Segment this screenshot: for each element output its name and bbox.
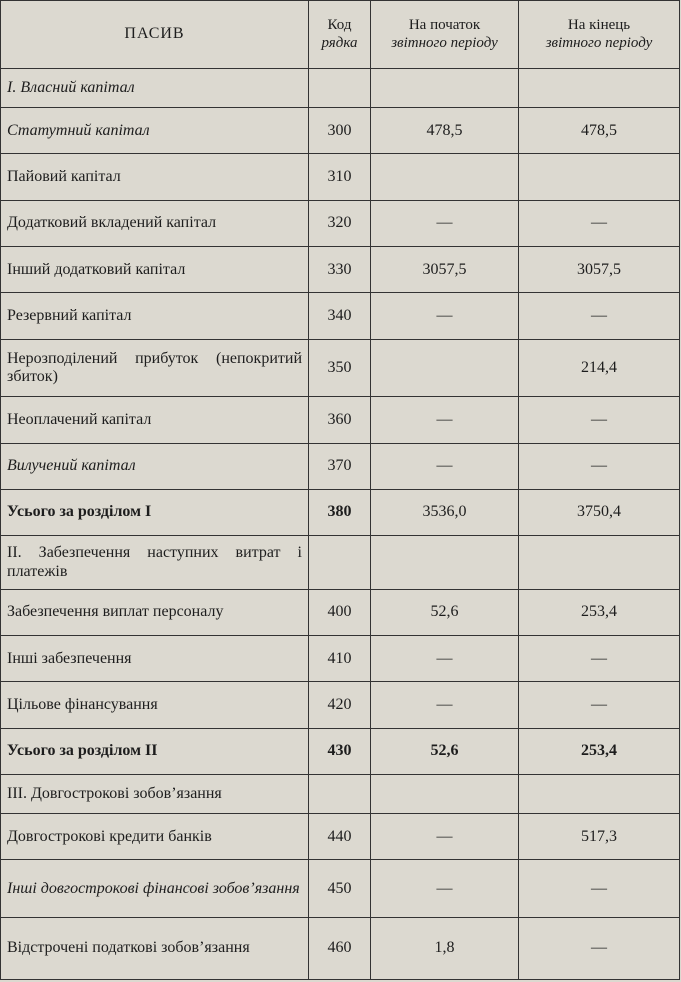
row-end (519, 775, 680, 814)
table-header-row (1, 1, 680, 69)
row-code (309, 536, 371, 590)
header-start-line2: звітного періоду (391, 34, 498, 51)
row-end: 214,4 (519, 339, 680, 397)
header-period-end (519, 1, 680, 69)
row-name: Відстрочені податкові зобов’язання (1, 918, 309, 980)
row-name: Довгострокові кредити банків (1, 814, 309, 860)
header-code-line1: Код (327, 17, 352, 34)
row-code: 400 (309, 589, 371, 635)
row-code: 320 (309, 200, 371, 246)
subtotal-row-section-2 (1, 728, 680, 774)
row-end (519, 536, 680, 590)
row-end: — (519, 443, 680, 489)
row-start: 3057,5 (371, 247, 519, 293)
header-liabilities (1, 1, 309, 69)
section-header-long-term (1, 775, 680, 814)
row-code: 350 (309, 339, 371, 397)
row-code: 330 (309, 247, 371, 293)
row-code: 460 (309, 918, 371, 980)
header-liabilities-label: ПАСИВ (124, 25, 185, 43)
row-name: Інші довгострокові фінансові зобов’язання (1, 860, 309, 918)
row-name: ІІ. Забезпечення наступних витрат і платежів (1, 536, 309, 590)
row-start: 52,6 (371, 589, 519, 635)
row-code: 310 (309, 154, 371, 200)
row-name: Інші забезпечення (1, 636, 309, 682)
row-end: — (519, 918, 680, 980)
table-row (1, 339, 680, 397)
row-start: — (371, 636, 519, 682)
section-header-equity (1, 69, 680, 108)
row-name: Неоплачений капітал (1, 397, 309, 443)
row-start (371, 69, 519, 108)
row-start: 1,8 (371, 918, 519, 980)
row-start: — (371, 293, 519, 339)
row-code: 420 (309, 682, 371, 728)
row-start: 52,6 (371, 728, 519, 774)
row-name: Нерозподілений прибуток (непокритий збиток) (1, 339, 309, 397)
row-start: — (371, 860, 519, 918)
row-end: 253,4 (519, 728, 680, 774)
row-name: Цільове фінансування (1, 682, 309, 728)
row-end: 3057,5 (519, 247, 680, 293)
header-end-line1: На кінець (567, 17, 631, 34)
subtotal-row-section-1 (1, 489, 680, 535)
row-name: Статутний капітал (1, 108, 309, 154)
header-start-line1: На початок (408, 17, 481, 34)
table-row (1, 918, 680, 980)
table-row (1, 200, 680, 246)
row-code: 450 (309, 860, 371, 918)
row-end: 478,5 (519, 108, 680, 154)
row-start: — (371, 814, 519, 860)
row-end: — (519, 860, 680, 918)
row-end: 517,3 (519, 814, 680, 860)
row-code (309, 69, 371, 108)
table-row (1, 860, 680, 918)
row-start: — (371, 443, 519, 489)
row-start: — (371, 200, 519, 246)
row-end: — (519, 397, 680, 443)
table-row (1, 636, 680, 682)
row-name: Забезпечення виплат персоналу (1, 589, 309, 635)
row-start (371, 536, 519, 590)
row-end: — (519, 293, 680, 339)
row-end: 253,4 (519, 589, 680, 635)
row-name: І. Власний капітал (1, 69, 309, 108)
row-name: Пайовий капітал (1, 154, 309, 200)
table-row (1, 247, 680, 293)
row-name: Резервний капітал (1, 293, 309, 339)
row-end: — (519, 682, 680, 728)
row-code: 300 (309, 108, 371, 154)
row-code: 380 (309, 489, 371, 535)
row-name: Додатковий вкладений капітал (1, 200, 309, 246)
header-period-start (371, 1, 519, 69)
row-code (309, 775, 371, 814)
table-row (1, 108, 680, 154)
row-name: Усього за розділом І (1, 489, 309, 535)
row-start: — (371, 682, 519, 728)
table-row (1, 682, 680, 728)
row-code: 360 (309, 397, 371, 443)
row-code: 410 (309, 636, 371, 682)
row-start (371, 339, 519, 397)
header-end-line2: звітного періоду (545, 34, 653, 51)
row-end (519, 154, 680, 200)
row-name: Вилучений капітал (1, 443, 309, 489)
table-row (1, 814, 680, 860)
table-row (1, 589, 680, 635)
table-row (1, 397, 680, 443)
row-end: — (519, 636, 680, 682)
row-end (519, 69, 680, 108)
row-name: Інший додатковий капітал (1, 247, 309, 293)
table-row (1, 443, 680, 489)
table-row (1, 154, 680, 200)
header-line-code (309, 1, 371, 69)
row-end: — (519, 200, 680, 246)
header-code-line2: рядка (321, 34, 358, 51)
row-start: 3536,0 (371, 489, 519, 535)
row-code: 440 (309, 814, 371, 860)
row-start (371, 775, 519, 814)
row-code: 340 (309, 293, 371, 339)
row-start (371, 154, 519, 200)
row-end: 3750,4 (519, 489, 680, 535)
row-code: 430 (309, 728, 371, 774)
table-row (1, 293, 680, 339)
row-name: Усього за розділом ІІ (1, 728, 309, 774)
row-name: ІІІ. Довгострокові зобов’язання (1, 775, 309, 814)
row-code: 370 (309, 443, 371, 489)
row-start: — (371, 397, 519, 443)
row-start: 478,5 (371, 108, 519, 154)
section-header-provisions (1, 536, 680, 590)
